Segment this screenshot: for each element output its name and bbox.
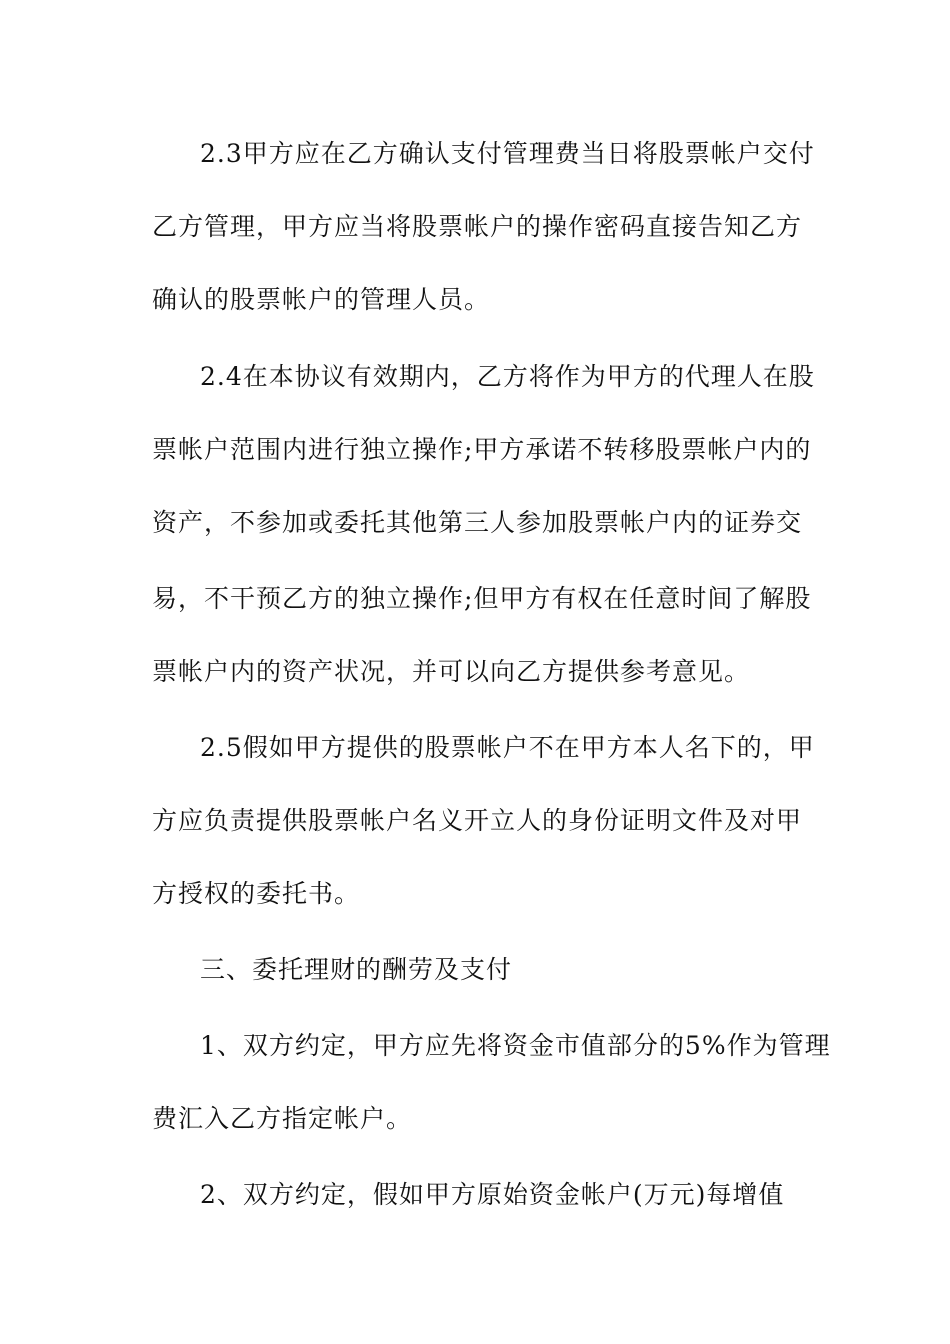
section-3-heading: 三、委托理财的酬劳及支付: [200, 955, 513, 984]
paragraph-2-5-line-1: 2.5假如甲方提供的股票帐户不在甲方本人名下的，甲: [200, 733, 815, 762]
paragraph-2-5-line-2: 方应负责提供股票帐户名义开立人的身份证明文件及对甲: [152, 806, 803, 835]
paragraph-2-5-line-3: 方授权的委托书。: [152, 879, 361, 908]
clause-1-line-2: 费汇入乙方指定帐户。: [152, 1104, 413, 1133]
paragraph-2-4-line-4: 易，不干预乙方的独立操作;但甲方有权在任意时间了解股: [152, 584, 812, 613]
paragraph-2-3-line-3: 确认的股票帐户的管理人员。: [152, 285, 491, 314]
paragraph-2-3-line-1: 2.3甲方应在乙方确认支付管理费当日将股票帐户交付: [200, 139, 815, 168]
paragraph-2-4-line-3: 资产，不参加或委托其他第三人参加股票帐户内的证券交: [152, 508, 803, 537]
paragraph-2-3-line-2: 乙方管理，甲方应当将股票帐户的操作密码直接告知乙方: [152, 212, 803, 241]
clause-2-line-1: 2、双方约定，假如甲方原始资金帐户(万元)每增值: [200, 1180, 785, 1209]
paragraph-2-4-line-1: 2.4在本协议有效期内，乙方将作为甲方的代理人在股: [200, 362, 815, 391]
paragraph-2-4-line-5: 票帐户内的资产状况，并可以向乙方提供参考意见。: [152, 657, 751, 686]
clause-1-line-1: 1、双方约定，甲方应先将资金市值部分的5%作为管理: [200, 1031, 831, 1060]
paragraph-2-4-line-2: 票帐户范围内进行独立操作;甲方承诺不转移股票帐户内的: [152, 435, 812, 464]
